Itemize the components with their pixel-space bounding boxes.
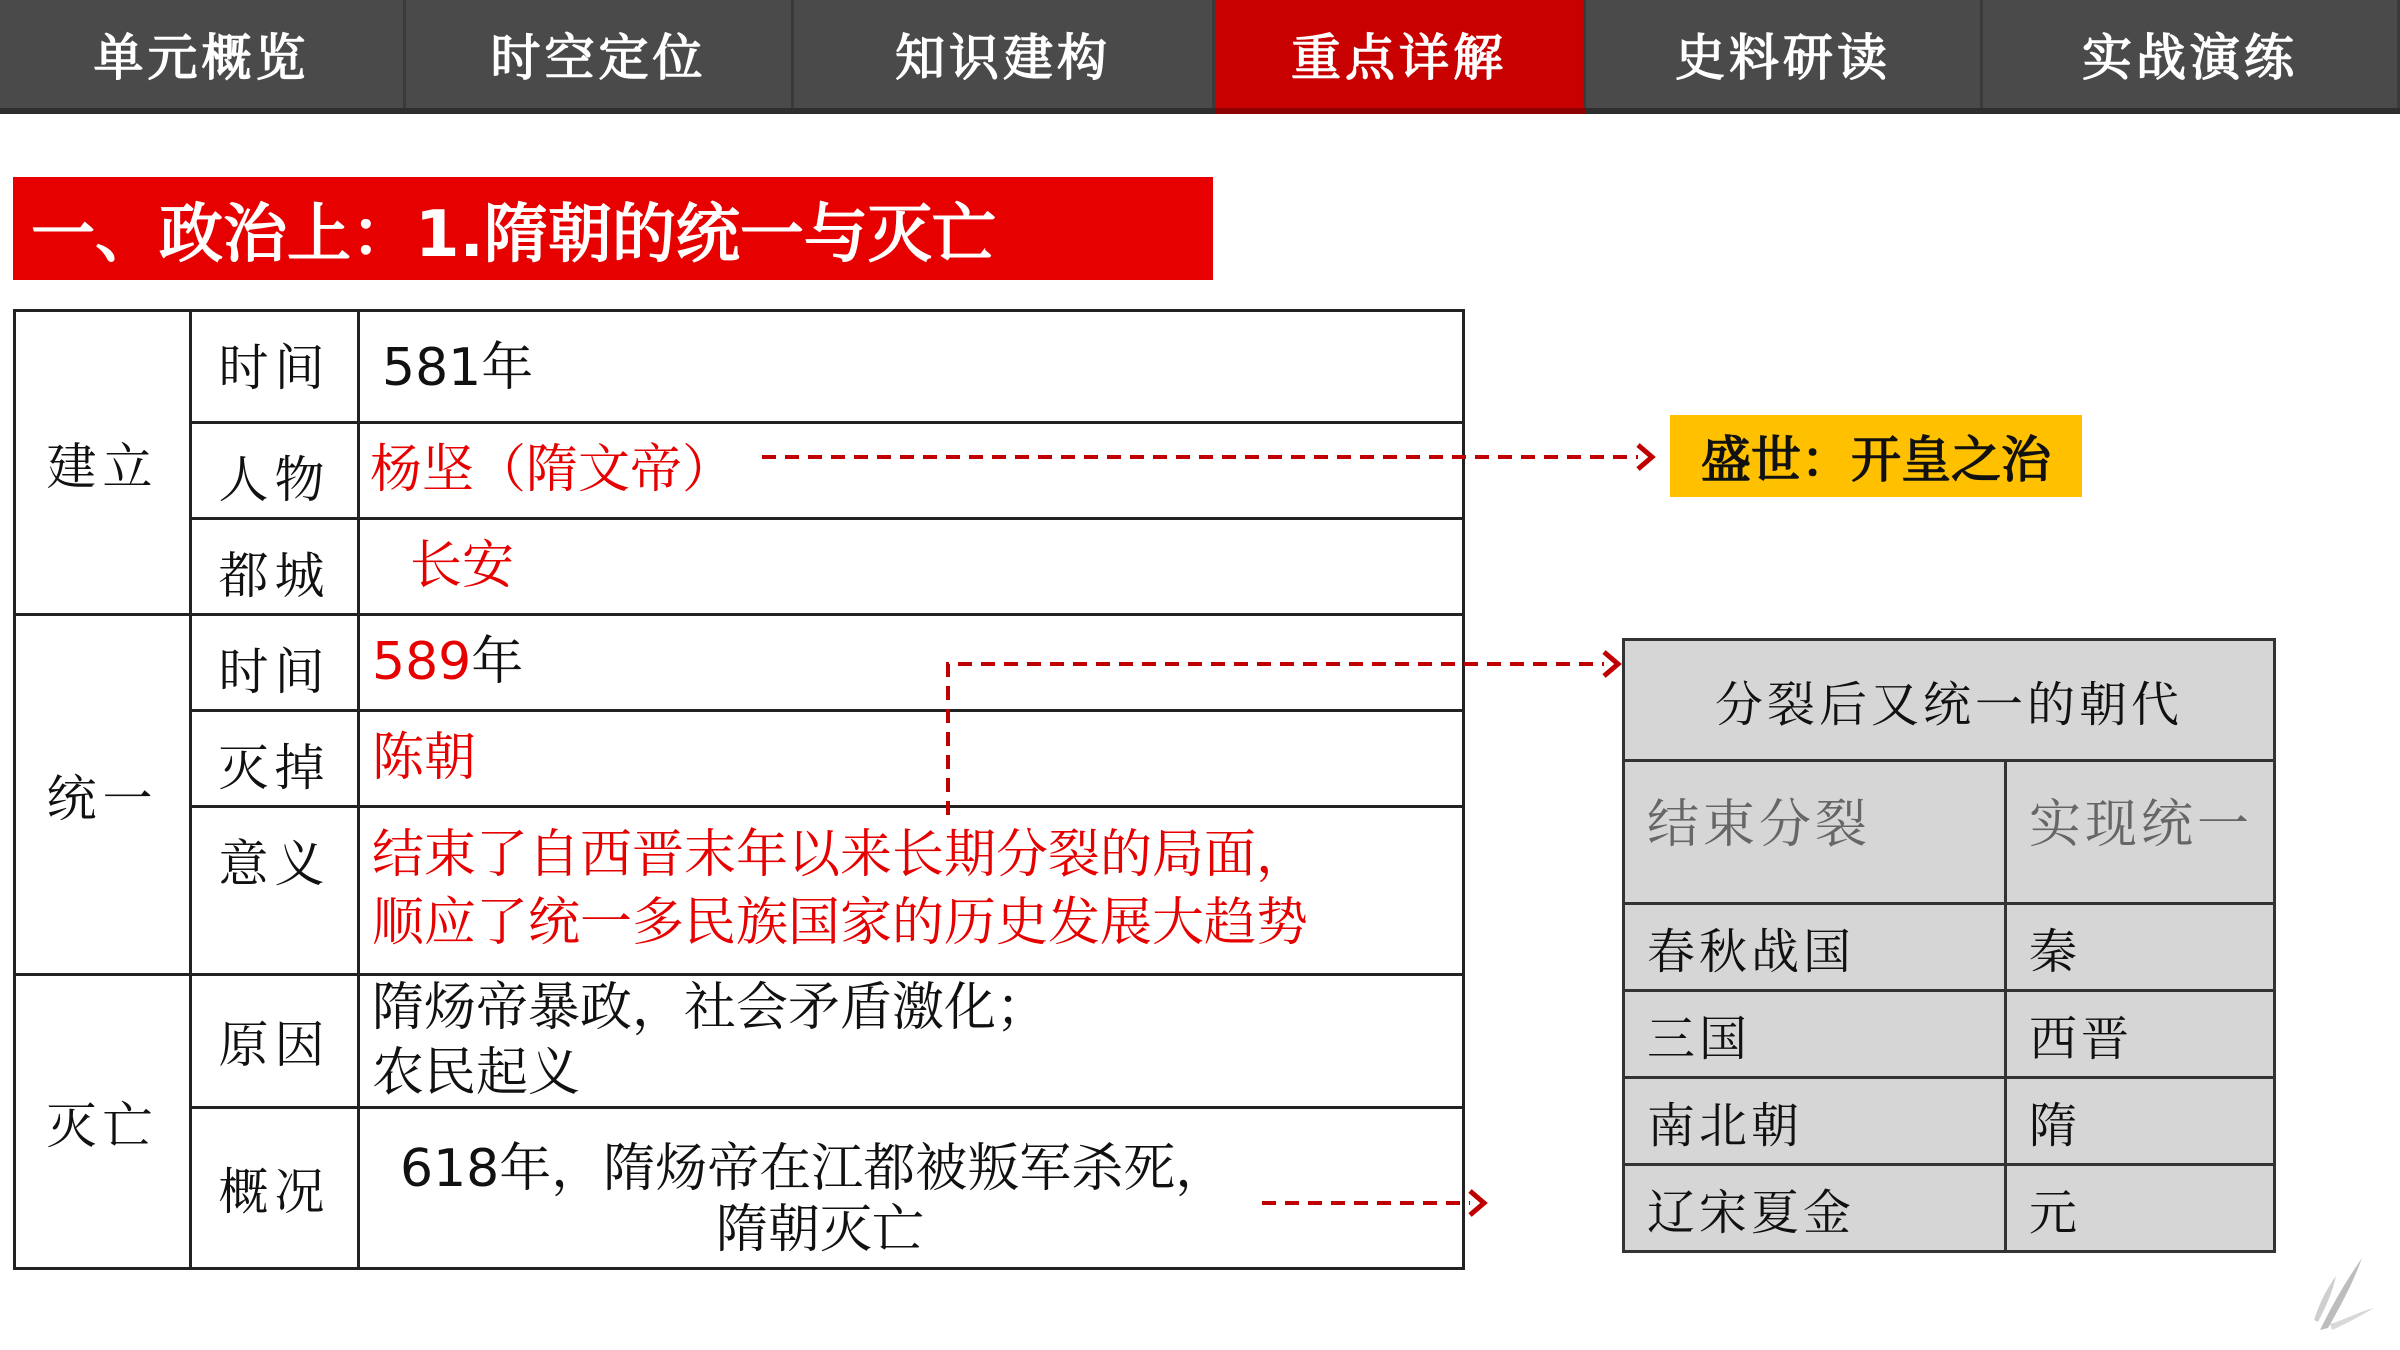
tab-time-space[interactable]: 时空定位 [406, 0, 794, 108]
leaf-brush-logo-icon [2300, 1250, 2380, 1340]
section-title: 一、政治上：1.隋朝的统一与灭亡 [13, 177, 1213, 280]
ended-division-cell: 春秋战国 [1624, 904, 2006, 991]
dashed-arrow-icon [1638, 445, 1652, 469]
value-unification-time [359, 615, 1464, 711]
table-row [1624, 1078, 2275, 1165]
ended-division-cell: 三国 [1624, 991, 2006, 1078]
summary-line-2: 隋朝灭亡 [716, 1200, 925, 1261]
value-summary [359, 1108, 1464, 1269]
label-founder: 人物 [191, 423, 359, 519]
ended-division-cell: 辽宋夏金 [1624, 1165, 2006, 1252]
significance-line-2: 顺应了统一多民族国家的历史发展大趋势 [372, 892, 1309, 953]
label-cause: 原因 [191, 975, 359, 1108]
label-unification-time: 时间 [191, 615, 359, 711]
value-significance [359, 807, 1464, 975]
tab-unit-overview[interactable]: 单元概览 [0, 0, 406, 108]
tab-key-points[interactable]: 重点详解 [1215, 0, 1586, 108]
top-navigation [0, 0, 2400, 114]
category-fall: 灭亡 [15, 975, 191, 1269]
tab-knowledge-building[interactable]: 知识建构 [794, 0, 1215, 108]
reunified-dynasties-table [1622, 638, 2276, 1253]
header-ended-division: 结束分裂 [1624, 761, 2006, 904]
side-table-header-row [1624, 761, 2275, 904]
value-capital: 长安 [359, 519, 1464, 615]
table-row [15, 1108, 1464, 1269]
table-row [15, 519, 1464, 615]
value-founding-time: 581年 [359, 311, 1464, 423]
table-row [15, 423, 1464, 519]
tab-source-reading[interactable]: 史料研读 [1586, 0, 1983, 108]
value-founder: 杨坚（隋文帝） [359, 423, 1464, 519]
category-founding: 建立 [15, 311, 191, 615]
table-row [15, 311, 1464, 423]
table-row [1624, 904, 2275, 991]
header-achieved-unity: 实现统一 [2006, 761, 2275, 904]
label-significance: 意义 [191, 807, 359, 975]
achieved-unity-cell: 西晋 [2006, 991, 2275, 1078]
label-summary: 概况 [191, 1108, 359, 1269]
achieved-unity-cell: 秦 [2006, 904, 2275, 991]
side-table-title-row [1624, 640, 2275, 761]
table-row [1624, 1165, 2275, 1252]
unification-year: 589 [372, 632, 472, 692]
prosperity-highlight: 盛世：开皇之治 [1670, 415, 2082, 497]
table-row [15, 975, 1464, 1108]
table-row [15, 615, 1464, 711]
cause-line-1: 隋炀帝暴政，社会矛盾激化； [372, 978, 1049, 1038]
unification-year-unit: 年 [471, 632, 524, 692]
value-cause [359, 975, 1464, 1108]
label-capital: 都城 [191, 519, 359, 615]
sui-dynasty-table [13, 309, 1465, 1270]
table-row [15, 807, 1464, 975]
value-destroyed: 陈朝 [359, 711, 1464, 807]
table-row [15, 711, 1464, 807]
category-unification: 统一 [15, 615, 191, 975]
side-table-title: 分裂后又统一的朝代 [1624, 640, 2275, 761]
ended-division-cell: 南北朝 [1624, 1078, 2006, 1165]
dashed-arrow-icon [1604, 652, 1618, 676]
significance-line-1: 结束了自西晋末年以来长期分裂的局面， [372, 825, 1309, 885]
dashed-arrow-icon [1470, 1191, 1484, 1215]
summary-line-1: 618年，隋炀帝在江都被叛军杀死， [400, 1139, 1228, 1199]
tab-practice[interactable]: 实战演练 [1983, 0, 2400, 108]
label-founding-time: 时间 [191, 311, 359, 423]
cause-line-2: 农民起义 [372, 1043, 581, 1103]
achieved-unity-cell: 隋 [2006, 1078, 2275, 1165]
achieved-unity-cell: 元 [2006, 1165, 2275, 1252]
label-destroyed: 灭掉 [191, 711, 359, 807]
table-row [1624, 991, 2275, 1078]
